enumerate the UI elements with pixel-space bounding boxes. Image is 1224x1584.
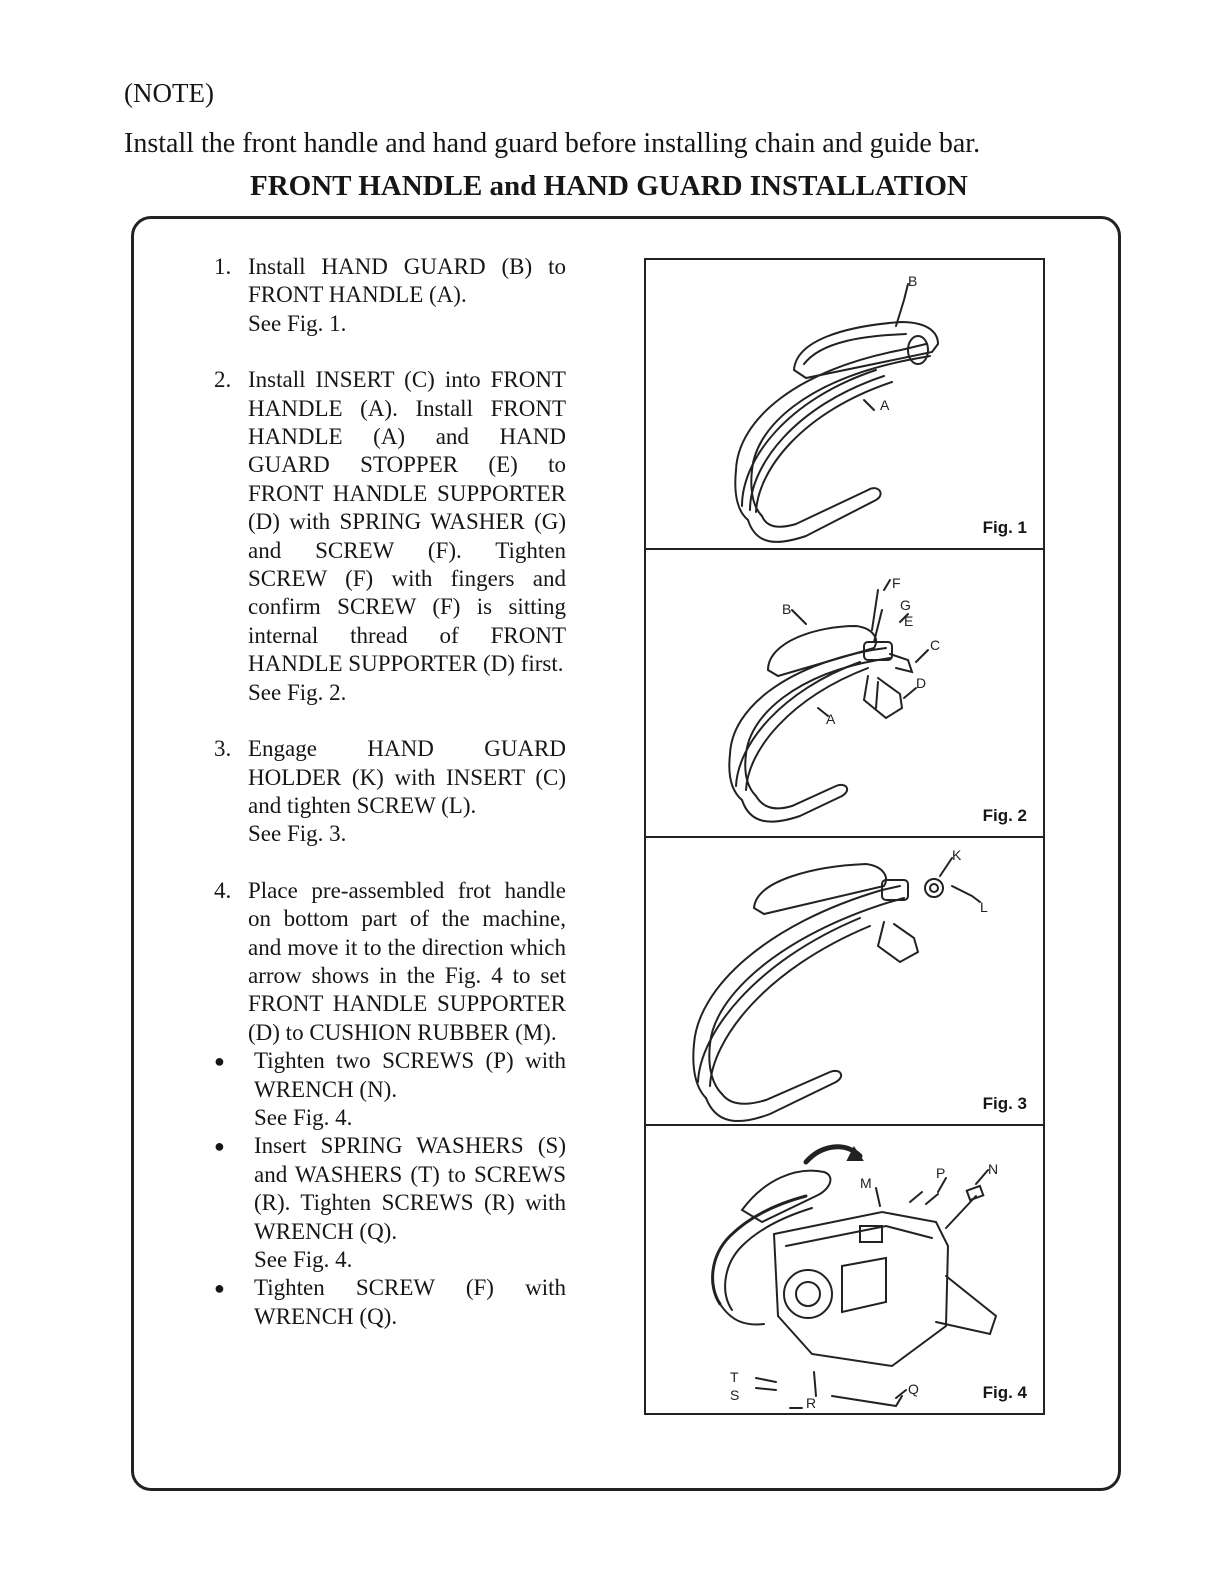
- part-label: F: [892, 575, 901, 591]
- step-3: [214, 735, 566, 849]
- bullet-item: [214, 1274, 566, 1331]
- part-label: A: [826, 711, 836, 727]
- part-label: A: [880, 397, 890, 413]
- part-label: E: [904, 613, 914, 629]
- figure-1: [646, 260, 1043, 550]
- note-label: (NOTE): [124, 78, 214, 108]
- figure-reference: See Fig. 3.: [248, 821, 347, 847]
- bullet-text: Tighten two SCREWS (P) with WRENCH (N).: [254, 1048, 566, 1102]
- step-2: [214, 366, 566, 707]
- step-number: 2.: [214, 367, 232, 393]
- part-label: T: [730, 1369, 739, 1385]
- step-text: Install HAND GUARD (B) to FRONT HANDLE (A).: [248, 254, 566, 308]
- figure-label: Fig. 3: [982, 1094, 1027, 1113]
- part-label: B: [782, 601, 792, 617]
- step-number: 3.: [214, 736, 232, 762]
- step-number: 4.: [214, 877, 232, 903]
- bullet-list: [214, 1047, 566, 1331]
- bullet-text: Tighten SCREW (F) with WRENCH (Q).: [254, 1275, 566, 1329]
- bullet-text: Insert SPRING WASHERS (S) and WASHERS (T) to SCREWS (R). Tighten SCREWS (R) with WRENCH (Q).: [254, 1133, 566, 1244]
- handle-supporter-illustration: [646, 550, 1043, 836]
- step-text: Engage HAND GUARD HOLDER (K) with INSERT (C) and tighten SCREW (L).: [248, 736, 566, 818]
- figure-2: [646, 550, 1043, 838]
- step-text: Place pre-assembled frot handle on bottom part of the machine, and move it to the direction which arrow shows in the Fig. 4 to set FRONT HANDLE SUPPORTER (D) to CUSHION RUBBER (M).: [248, 877, 566, 1045]
- front-handle-illustration: [646, 260, 1043, 548]
- bullet-item: [214, 1047, 566, 1132]
- figure-reference: See Fig. 1.: [248, 310, 347, 336]
- steps-list: [214, 253, 566, 1331]
- figure-reference: See Fig. 4.: [254, 1104, 353, 1130]
- figure-label: Fig. 1: [982, 518, 1027, 537]
- figure-reference: See Fig. 2.: [248, 679, 347, 705]
- part-label: P: [936, 1165, 946, 1181]
- note-text: Install the front handle and hand guard before installing chain and guide bar.: [124, 128, 981, 159]
- chainsaw-assembly-illustration: [646, 1126, 1043, 1413]
- part-label: B: [908, 273, 918, 289]
- figure-label: Fig. 2: [982, 806, 1027, 825]
- figure-3: [646, 838, 1043, 1126]
- step-number: 1.: [214, 254, 232, 279]
- part-label: D: [916, 675, 927, 691]
- step-4: [214, 877, 566, 1047]
- figure-label: Fig. 4: [982, 1383, 1027, 1402]
- part-label: K: [952, 847, 962, 863]
- figure-reference: See Fig. 4.: [254, 1247, 353, 1272]
- figures-panel: [644, 258, 1045, 1415]
- part-label: N: [988, 1161, 999, 1177]
- bullet-icon: ●: [214, 1278, 225, 1299]
- figure-4: [646, 1126, 1043, 1413]
- part-label: L: [980, 899, 988, 915]
- part-label: C: [930, 637, 941, 653]
- bullet-icon: ●: [214, 1051, 225, 1072]
- step-1: [214, 253, 566, 338]
- bullet-icon: ●: [214, 1136, 225, 1157]
- part-label: R: [806, 1395, 817, 1411]
- part-label: M: [860, 1175, 872, 1191]
- hand-guard-holder-illustration: [646, 838, 1043, 1124]
- bullet-item: [214, 1132, 566, 1274]
- step-text: Install INSERT (C) into FRONT HANDLE (A). Install FRONT HANDLE (A) and HAND GUARD STOPPER (E) to FRONT HANDLE SUPPORTER (D) with SPRING WASHER (G) and SCREW (F). Tighten SCREW (F) with fingers and confirm SCREW (F) is sitting internal thread of FRONT HANDLE SUPPORTER (D) first.: [248, 367, 566, 677]
- part-label: Q: [908, 1381, 919, 1397]
- part-label: G: [900, 597, 911, 613]
- section-title: FRONT HANDLE and HAND GUARD INSTALLATION: [250, 170, 968, 202]
- part-label: S: [730, 1387, 740, 1403]
